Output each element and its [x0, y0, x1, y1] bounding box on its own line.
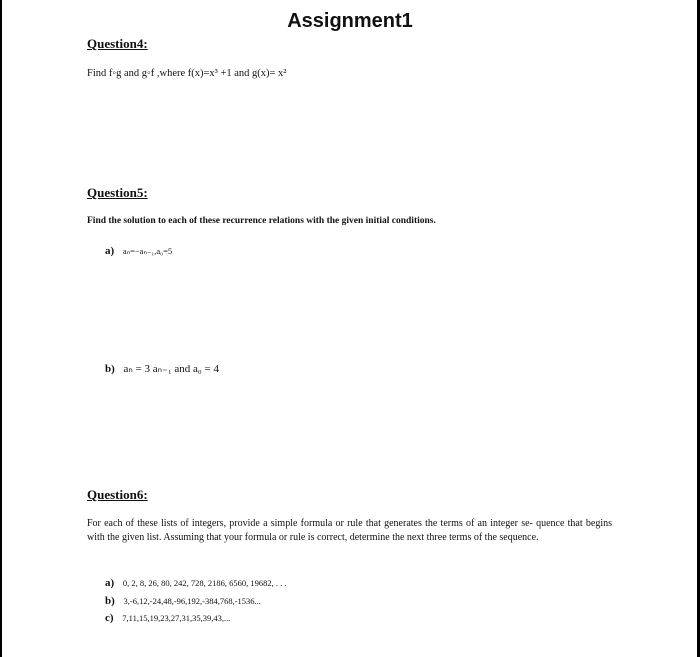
question6-heading: Question6: — [87, 487, 148, 502]
left-border — [0, 0, 2, 657]
item-label: c) — [105, 612, 114, 624]
question5-item-a — [105, 245, 172, 257]
question6-item-a — [105, 577, 287, 589]
item-label: b) — [105, 595, 115, 607]
item-text: 7,11,15,19,23,27,31,35,39,43,... — [122, 613, 231, 623]
question4-text: Find f◦g and g◦f ,where f(x)=x³ +1 and g(x)= x² — [87, 68, 287, 79]
question5-heading: Question5: — [87, 185, 148, 200]
question4-heading: Question4: — [87, 36, 148, 51]
question6-text: For each of these lists of integers, provide a simple formula or rule that generates the terms of an integer se- quence that begins with the given list. Assuming that your formula or rule is correct, determine the next three terms of the sequence. — [87, 518, 612, 543]
item-text: aₙ=−aₙ₋₁,a₀=5 — [122, 246, 173, 256]
item-text: 0, 2, 8, 26, 80, 242, 728, 2186, 6560, 19682, . . . — [122, 578, 287, 588]
item-text: 3,-6,12,-24,48,-96,192,-384,768,-1536... — [123, 596, 261, 606]
item-label: a) — [105, 577, 115, 589]
question5-instruction: Find the solution to each of these recurrence relations with the given initial conditions. — [87, 216, 436, 226]
question6-item-b — [105, 595, 261, 607]
page-title: Assignment1 — [287, 10, 413, 32]
item-text: aₙ = 3 aₙ₋₁ and a₀ = 4 — [123, 363, 219, 375]
item-label: b) — [105, 363, 115, 375]
question6-item-c — [105, 612, 230, 624]
item-label: a) — [105, 245, 115, 257]
question5-item-b — [105, 362, 219, 375]
